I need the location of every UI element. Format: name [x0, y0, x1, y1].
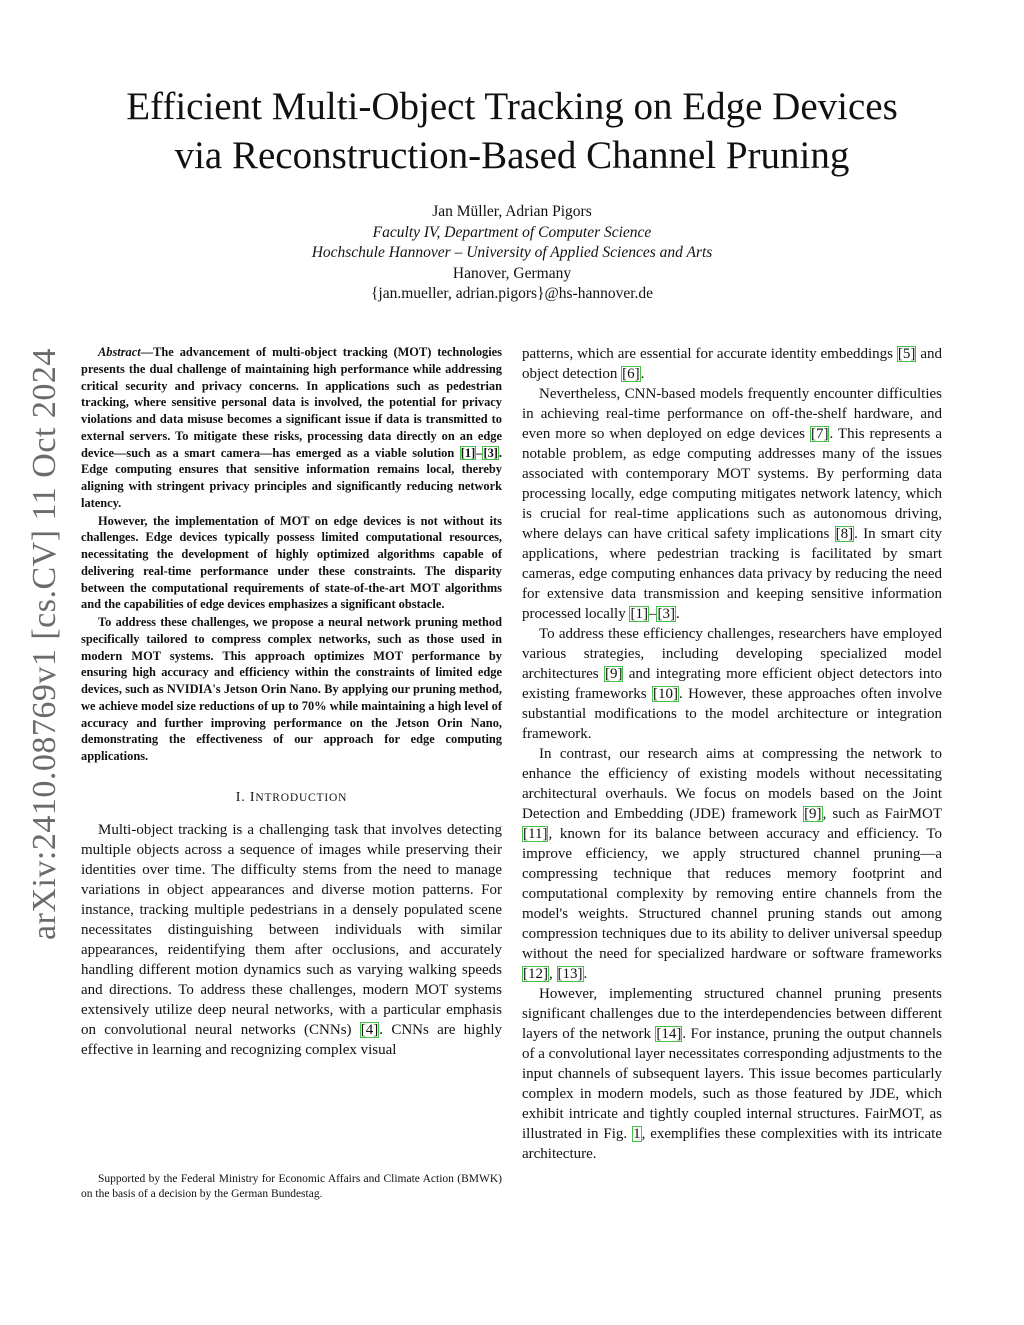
body-text: . CNNs are highly effective in learning and recognizing complex visual	[81, 1021, 503, 1058]
abstract-paragraph	[81, 344, 502, 512]
citation-link[interactable]: [7]	[810, 426, 829, 442]
body-paragraph	[522, 624, 942, 744]
author-location: Hanover, Germany	[452, 264, 572, 282]
right-column	[522, 344, 942, 1164]
body-text: .	[640, 366, 645, 382]
body-text: , exemplifies these complexities with its intricate architecture.	[522, 1126, 943, 1162]
author-university: Hochschule Hannover – University of Applied Sciences and Arts	[311, 244, 713, 261]
abstract-text: . Edge computing ensures that sensitive information remains local, thereby aligning with stringent privacy principles and significantly reducing network latency.	[81, 445, 502, 510]
citation-link[interactable]: [11]	[523, 826, 548, 842]
body-text: .	[583, 966, 588, 982]
citation-link[interactable]: [8]	[835, 526, 854, 542]
abstract-text: —The advancement of multi-object tracking (MOT) technologies presents the dual challenge of maintaining high performance while addressing critical security and privacy concerns. In applications such as pedestrian tracking, where sensitive personal data is involved, the potential for privacy violations and data misuse becomes a significant issue if data is transmitted to external servers. To mitigate these risks, processing data directly on an edge device—such as a smart camera—has emerged as a viable solution	[81, 345, 502, 460]
citation-separator: ,	[549, 966, 557, 982]
abstract-paragraph: To address these challenges, we propose a neural network pruning method specifically tailored to compress complex networks, such as those used in modern MOT systems. This approach optimizes MOT performance by ensuring high accuracy and efficiency within the constraints of limited edge devices, such as NVIDIA's Jetson Orin Nano. By applying our pruning method, we achieve model size reductions of up to 70% while maintaining a high level of accuracy and further improving performance on the Jetson Orin Nano, demonstrating the effectiveness of our approach for edge computing applications.	[81, 615, 502, 763]
body-text: Nevertheless, CNN-based models frequently encounter difficulties in achieving real-time performance on off-the-shelf hardware, and even more so when deployed on edge devices	[522, 386, 942, 442]
title-line-1: Efficient Multi-Object Tracking on Edge Devices	[126, 85, 898, 128]
body-paragraph	[522, 744, 942, 984]
body-paragraph	[81, 820, 502, 1060]
body-text: To address these efficiency challenges, researchers have employed various strategies, including developing specialized model architectures	[522, 626, 942, 682]
footnote: Supported by the Federal Ministry for Economic Affairs and Climate Action (BMWK) on the basis of a decision by the German Bundestag.	[81, 1173, 502, 1200]
abstract	[81, 344, 502, 765]
citation-link[interactable]: [5]	[897, 346, 916, 362]
citation-link[interactable]: [4]	[360, 1021, 379, 1038]
section-title-rest: NTRODUCTION	[255, 791, 348, 804]
figure-link[interactable]: 1	[633, 1126, 641, 1142]
body-text: , such as FairMOT	[822, 806, 942, 822]
body-text: . This represents a notable problem, as edge computing addresses many of the issues associated with contemporary MOT systems. By performing data processing locally, edge computing mitigates network latency, which is crucial for real-time applications such as autonomous driving, where delays can have critical safety implications	[522, 426, 942, 542]
body-text: patterns, which are essential for accurate identity embeddings	[522, 346, 897, 362]
citation-dash: –	[648, 606, 657, 622]
author-department: Faculty IV, Department of Computer Science	[372, 223, 652, 241]
citation-link[interactable]: [6]	[622, 366, 640, 382]
abstract-paragraph: However, the implementation of MOT on edge devices is not without its challenges. Edge devices typically possess limited computational resources, necessitating the development of highly optimized algorithms capable of delivering real-time performance under these constraints. The disparity between the computational requirements of state-of-the-art MOT algorithms and the capabilities of edge devices emphasizes a significant obstacle.	[81, 513, 502, 612]
author-email: {jan.mueller, adrian.pigors}@hs-hannover.de	[370, 285, 654, 302]
section-number: I.	[235, 789, 246, 805]
left-column	[81, 344, 502, 1060]
citation-link[interactable]: [10]	[652, 686, 678, 702]
body-text: and integrating more efficient object detectors into existing frameworks	[522, 666, 943, 702]
citation-link[interactable]: [9]	[604, 666, 623, 682]
citation-link[interactable]: [1]	[460, 445, 476, 460]
body-text: . For instance, pruning the output channels of a convolutional layer necessitates corresponding adjustments to the input channels of subsequent layers. This issue becomes particularly complex in modern models, such as those featured by JDE, which exhibit intricate and tightly coupled internal structures. FairMOT, as illustrated in Fig.	[522, 1026, 942, 1142]
abstract-label: Abstract	[98, 345, 141, 359]
title-line-2: via Reconstruction-Based Channel Pruning	[174, 134, 850, 177]
body-text: , known for its balance between accuracy and efficiency. To improve efficiency, we apply structured channel pruning—a compressing technique that reduces memory footprint and computational complexity by removing entire channels from the model's weights. Structured channel pruning stands out among compression techniques due to its ability to deliver universal speedup without the need for specialized hardware or software frameworks	[522, 826, 942, 962]
body-text: In contrast, our research aims at compressing the network to enhance the efficiency of existing models without necessitating architectural overhauls. We focus on models based on the Joint Detection and Embedding (JDE) framework	[522, 746, 942, 822]
citation-link[interactable]: [3]	[657, 606, 675, 622]
citation-link[interactable]: [12]	[523, 966, 548, 982]
body-text: .	[675, 606, 680, 622]
body-text: However, implementing structured channel pruning presents significant challenges due to the interdependencies between different layers of the network	[522, 986, 942, 1042]
citation-link[interactable]: [9]	[804, 806, 822, 822]
citation-dash: –	[476, 445, 483, 460]
citation-link[interactable]: [3]	[483, 445, 498, 460]
citation-link[interactable]: [1]	[630, 606, 648, 622]
body-text: . However, these approaches often involve substantial modifications to the model architecture or integration framework.	[522, 686, 942, 742]
author-block	[112, 202, 912, 305]
section-title-initial: I	[249, 789, 256, 805]
paper-title	[60, 82, 964, 180]
citation-link[interactable]: [13]	[557, 966, 583, 982]
body-paragraph	[522, 984, 942, 1164]
body-text: and object detection	[522, 346, 942, 382]
body-text: Multi-object tracking is a challenging task that involves detecting multiple objects across a sequence of images while preserving their identities over time. The difficulty stems from the need to manage variations in object appearances and diverse motion patterns. For instance, tracking multiple pedestrians in a densely populated scene necessitates distinguishing between individuals with similar appearances, reidentifying them after occlusions, and accurately handling different motion dynamics such as varying walking speeds and directions. To address these challenges, modern MOT systems extensively utilize deep neural networks, with a particular emphasis on convolutional neural networks (CNNs)	[81, 821, 502, 1038]
author-names: Jan Müller, Adrian Pigors	[432, 203, 592, 220]
body-paragraph	[522, 344, 942, 384]
section-heading	[81, 788, 502, 808]
body-text: . In smart city applications, where pedestrian tracking is facilitated by smart cameras, edge computing enhances data privacy by reducing the need for extensive data transmission and keeping sensitive information processed locally	[522, 526, 942, 622]
citation-link[interactable]: [14]	[656, 1026, 682, 1042]
arxiv-identifier: arXiv:2410.08769v1 [cs.CV] 11 Oct 2024	[26, 348, 63, 940]
body-paragraph	[522, 384, 942, 624]
